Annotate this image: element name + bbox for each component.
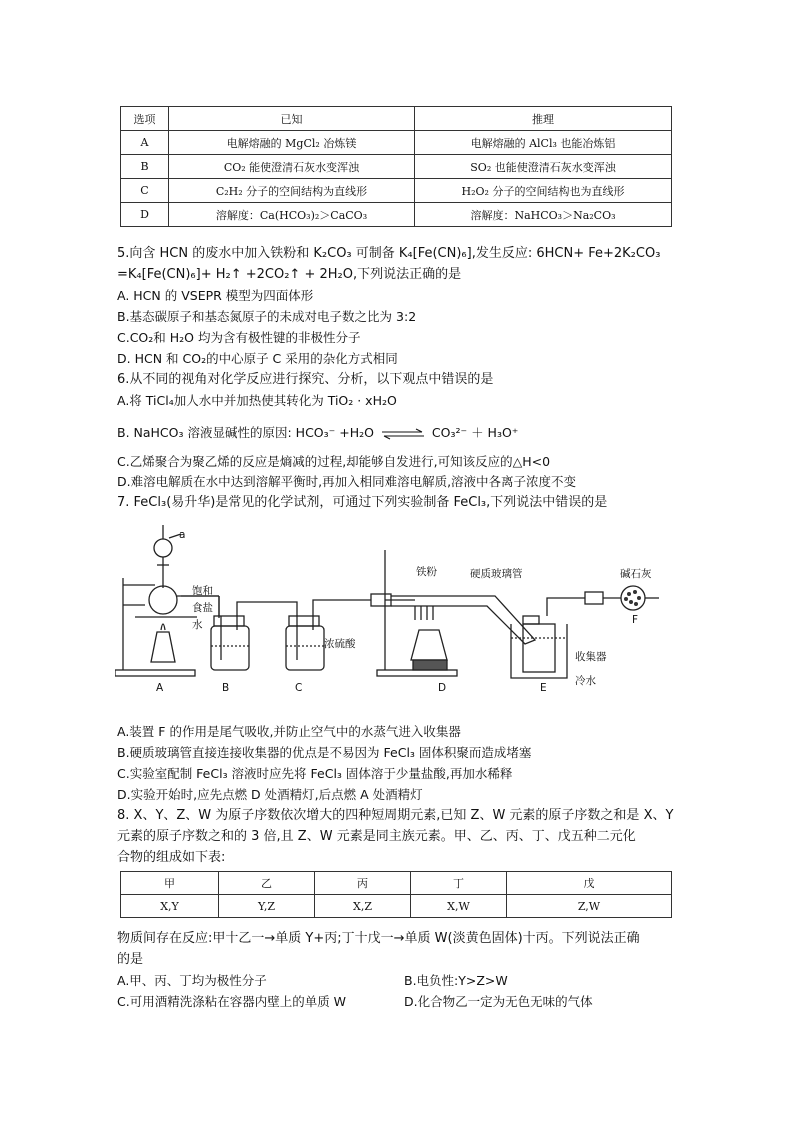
table-header: 丁 <box>411 872 507 895</box>
label-iron-powder: 铁粉 <box>416 566 437 578</box>
round-flask <box>149 586 177 614</box>
label-brine-3: 水 <box>192 619 203 631</box>
table-cell: C <box>121 179 169 203</box>
table-cell: 电解熔融的 AlCl₃ 也能冶炼铝 <box>415 131 672 155</box>
table-cell: X,W <box>411 895 507 918</box>
label-brine-1: 饱和 <box>192 585 213 597</box>
q5-option-d: D. HCN 和 CO₂的中心原子 C 采用的杂化方式相同 <box>117 351 398 366</box>
table-cell: X,Z <box>315 895 411 918</box>
table-header: 戊 <box>507 872 672 895</box>
stand-base-a <box>115 670 195 676</box>
label-letter-a: A <box>156 682 164 694</box>
q5-stem-line1: 5.向含 HCN 的废水中加入铁粉和 K₂CO₃ 可制备 K₄[Fe(CN)₆],发生反应: 6HCN+ Fe+2K₂CO₃ <box>117 246 661 261</box>
q5-option-a: A. HCN 的 VSEPR 模型为四面体形 <box>117 288 314 303</box>
label-letter-e: E <box>540 682 547 694</box>
hard-glass-tube <box>391 596 535 644</box>
stand-base-d <box>377 670 457 676</box>
q6-option-a: A.将 TiCl₄加人水中并加热使其转化为 TiO₂ · xH₂O <box>117 393 397 408</box>
table-header: 推理 <box>415 107 672 131</box>
label-letter-d: D <box>438 682 447 694</box>
q8-relation-line2: 的是 <box>117 952 144 967</box>
table-header: 选项 <box>121 107 169 131</box>
label-hard-tube: 硬质玻璃管 <box>470 568 523 580</box>
label-soda-lime: 碱石灰 <box>620 568 652 580</box>
q8-option-c: C.可用酒精洗涤粘在容器内壁上的单质 W <box>117 994 347 1009</box>
label-cold-water: 冷水 <box>575 675 596 687</box>
q8-option-b: B.电负性:Y>Z>W <box>404 973 508 988</box>
q8-stem-line3: 合物的组成如下表: <box>117 850 226 865</box>
q8-stem-line2: 元素的原子序数之和的 3 倍,且 Z、W 元素是同主族元素。甲、乙、丙、丁、戊五种二元化 <box>117 829 636 844</box>
table-cell: Z,W <box>507 895 672 918</box>
q7-option-b: B.硬质玻璃管直接连接收集器的优点是不易因为 FeCl₃ 固体积聚而造成堵塞 <box>117 745 532 760</box>
table-header: 甲 <box>121 872 219 895</box>
q8-stem-line1: 8. X、Y、Z、W 为原子序数依次增大的四种短周期元素,已知 Z、W 元素的原子序数之和是 X、Y <box>117 808 674 823</box>
label-letter-c: C <box>295 682 303 694</box>
collector-stopper <box>523 616 539 624</box>
q6-option-c: C.乙烯聚合为聚乙烯的反应是熵减的过程,却能够自发进行,可知该反应的△H<0 <box>117 454 551 469</box>
table-header: 丙 <box>315 872 411 895</box>
q5-option-b: B.基态碳原子和基态氮原子的未成对电子数之比为 3:2 <box>117 309 417 324</box>
label-letter-b: B <box>222 682 230 694</box>
table-cell: CO₂ 能使澄清石灰水变浑浊 <box>169 155 415 179</box>
q8-relation-line1: 物质间存在反应:甲十乙一→单质 Y+丙;丁十戊一→单质 W(淡黄色固体)十丙。下列说法正确 <box>117 931 640 946</box>
q6-option-b-left: B. NaHCO₃ 溶液显碱性的原因: HCO₃⁻ +H₂O <box>117 425 374 440</box>
table-header: 乙 <box>219 872 315 895</box>
tube-f-stopper <box>585 592 603 604</box>
table-cell: 溶解度：NaHCO₃＞Na₂CO₃ <box>415 203 672 227</box>
table-cell: 电解熔融的 MgCl₂ 冶炼镁 <box>169 131 415 155</box>
table-cell: SO₂ 也能使澄清石灰水变浑浊 <box>415 155 672 179</box>
q6-option-b <box>117 425 518 441</box>
table-cell: H₂O₂ 分子的空间结构也为直线形 <box>415 179 672 203</box>
bottle-c <box>286 626 324 670</box>
separatory-funnel <box>154 539 172 557</box>
q5-option-c: C.CO₂和 H₂O 均为含有极性键的非极性分子 <box>117 330 361 345</box>
reasoning-table <box>120 106 672 227</box>
label-conc-acid: 浓硫酸 <box>324 638 356 650</box>
label-a-port: a <box>179 529 186 541</box>
table-cell: 溶解度：Ca(HCO₃)₂＞CaCO₃ <box>169 203 415 227</box>
q5-stem-line2: =K₄[Fe(CN)₆]+ H₂↑ +2CO₂↑ + 2H₂O,下列说法正确的是 <box>117 267 462 282</box>
q7-option-a: A.装置 F 的作用是尾气吸收,并防止空气中的水蒸气进入收集器 <box>117 724 461 739</box>
label-letter-f: F <box>632 614 639 626</box>
q8-option-d: D.化合物乙一定为无色无味的气体 <box>404 994 593 1009</box>
equilibrium-arrow-icon <box>380 428 426 440</box>
bottle-c-stopper <box>289 616 319 626</box>
q6-option-b-right: CO₃²⁻ ＋ H₃O⁺ <box>431 425 519 440</box>
label-collector: 收集器 <box>575 651 607 663</box>
compound-table <box>120 871 672 918</box>
burner-a <box>151 632 175 662</box>
q6-option-d: D.难溶电解质在水中达到溶解平衡时,再加入相同难溶电解质,溶液中各离子浓度不变 <box>117 474 577 489</box>
q7-stem: 7. FeCl₃(易升华)是常见的化学试剂，可通过下列实验制备 FeCl₃,下列说法中错误的是 <box>117 495 608 510</box>
q8-option-a: A.甲、丙、丁均为极性分子 <box>117 973 267 988</box>
beaker-e <box>511 624 567 678</box>
q7-option-c: C.实验室配制 FeCl₃ 溶液时应先将 FeCl₃ 固体溶于少量盐酸,再加水稀释 <box>117 766 513 781</box>
bottle-b <box>211 626 249 670</box>
q6-stem: 6.从不同的视角对化学反应进行探究、分析，以下观点中错误的是 <box>117 372 494 387</box>
q7-option-d: D.实验开始时,应先点燃 D 处酒精灯,后点燃 A 处酒精灯 <box>117 787 423 802</box>
table-header: 已知 <box>169 107 415 131</box>
label-brine-2: 食盐 <box>192 602 213 614</box>
table-cell: B <box>121 155 169 179</box>
table-cell: A <box>121 131 169 155</box>
table-cell: Y,Z <box>219 895 315 918</box>
table-cell: D <box>121 203 169 227</box>
table-cell: C₂H₂ 分子的空间结构为直线形 <box>169 179 415 203</box>
table-cell: X,Y <box>121 895 219 918</box>
burner-d <box>411 630 447 660</box>
burner-base-d <box>413 660 447 670</box>
